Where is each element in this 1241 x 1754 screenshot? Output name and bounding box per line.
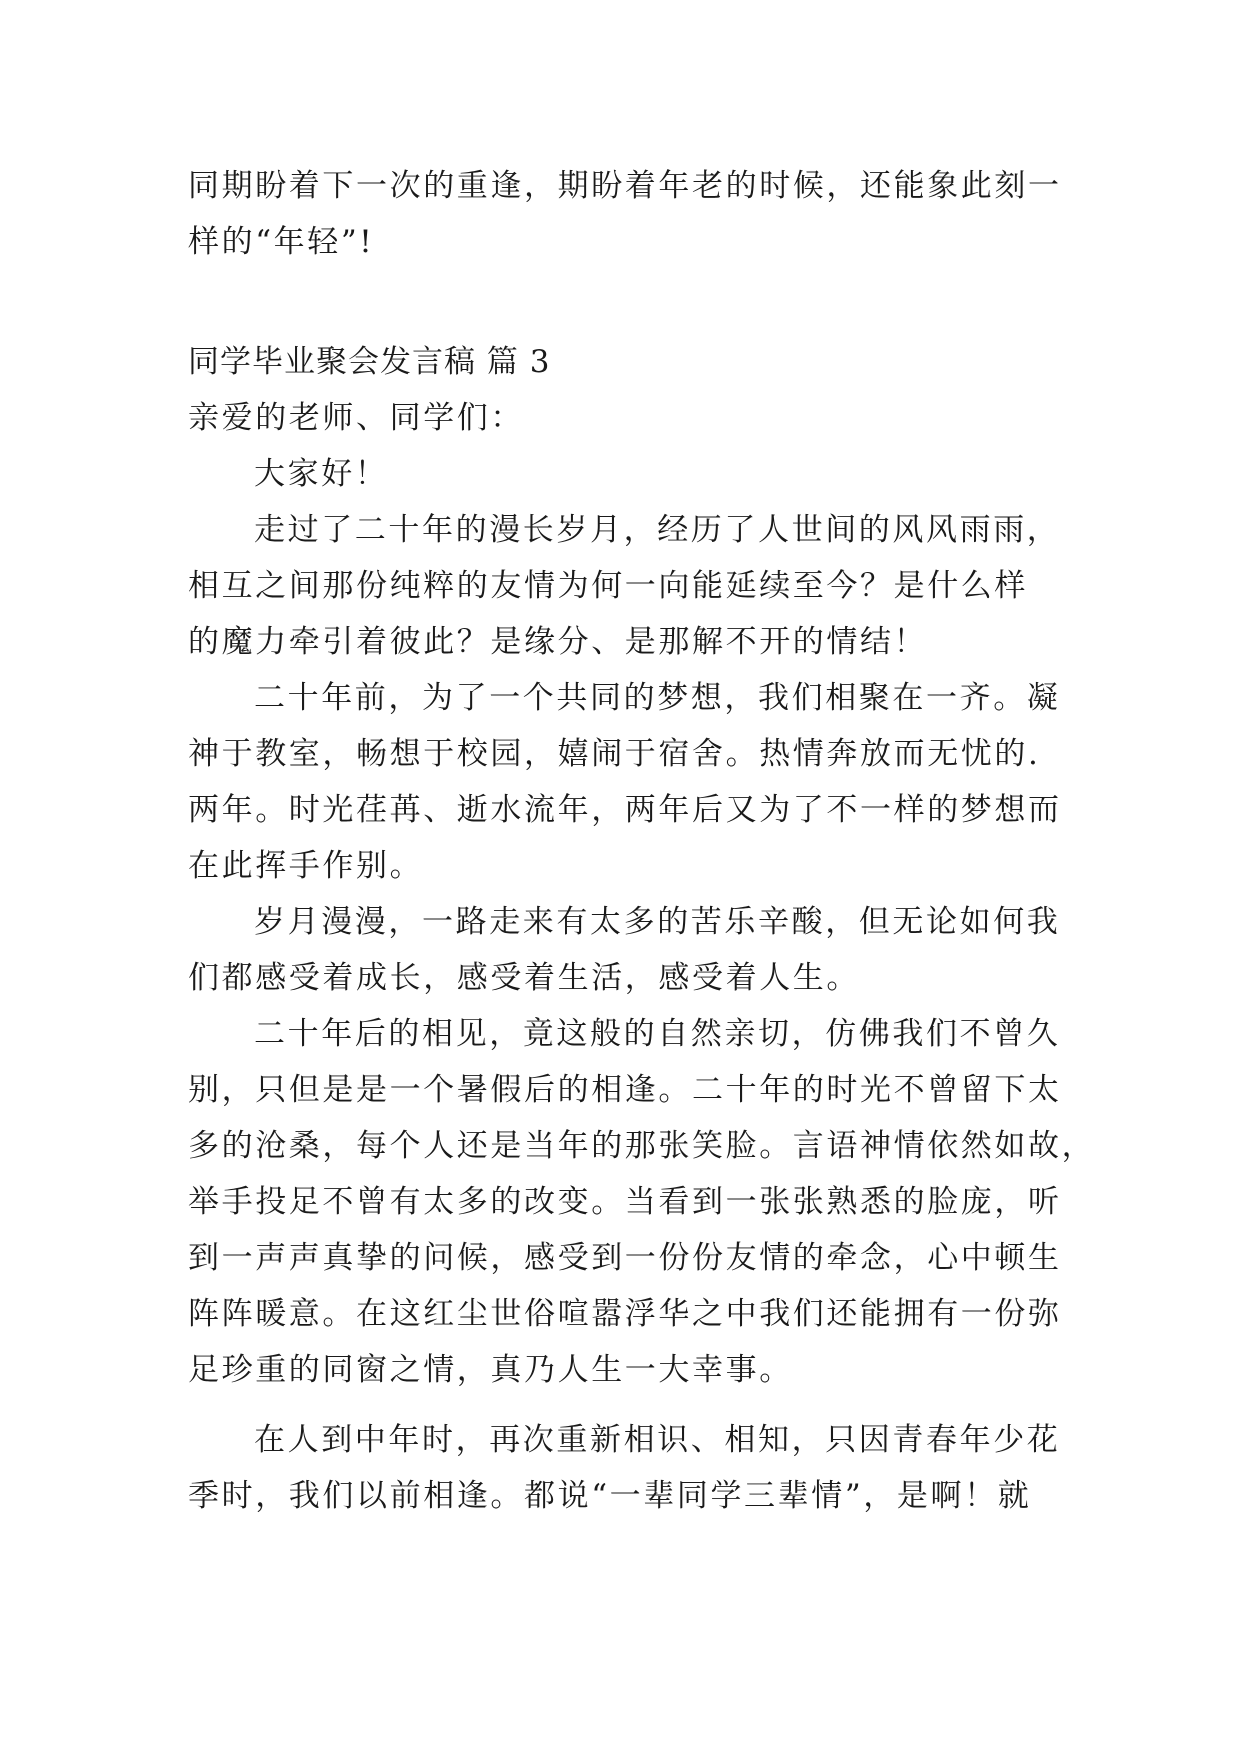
paragraph-2-line-1: 二十年前，为了一个共同的梦想，我们相聚在一齐。凝 bbox=[254, 680, 1061, 716]
paragraph-4-line-5: 到一声声真挚的问候，感受到一份份友情的牵念，心中顿生 bbox=[188, 1240, 1062, 1276]
paragraph-1-line-1: 走过了二十年的漫长岁月，经历了人世间的风风雨雨， bbox=[254, 512, 1061, 548]
paragraph-4-line-3: 多的沧桑，每个人还是当年的那张笑脸。言语神情依然如故， bbox=[188, 1128, 1096, 1164]
paragraph-4-line-4: 举手投足不曾有太多的改变。当看到一张张熟悉的脸庞，听 bbox=[188, 1184, 1062, 1220]
paragraph-2-line-3: 两年。时光荏苒、逝水流年，两年后又为了不一样的梦想而 bbox=[188, 792, 1062, 828]
paragraph-3-line-2: 们都感受着成长，感受着生活，感受着人生。 bbox=[188, 960, 860, 996]
greeting: 大家好！ bbox=[254, 456, 389, 492]
paragraph-4-line-2: 别，只但是是一个暑假后的相逢。二十年的时光不曾留下太 bbox=[188, 1072, 1062, 1108]
paragraph-5-line-1: 在人到中年时，再次重新相识、相知，只因青春年少花 bbox=[254, 1422, 1061, 1458]
continuation-line-1: 同期盼着下一次的重逢，期盼着年老的时候，还能象此刻一 bbox=[188, 168, 1062, 204]
paragraph-2-line-2: 神于教室，畅想于校园，嬉闹于宿舍。热情奔放而无忧的. bbox=[188, 736, 1041, 772]
section-title: 同学毕业聚会发言稿 篇 3 bbox=[188, 344, 551, 380]
paragraph-1-line-2: 相互之间那份纯粹的友情为何一向能延续至今？是什么样 bbox=[188, 568, 1028, 604]
paragraph-4-line-6: 阵阵暖意。在这红尘世俗喧嚣浮华之中我们还能拥有一份弥 bbox=[188, 1296, 1062, 1332]
paragraph-5-line-2: 季时，我们以前相逢。都说“一辈同学三辈情”，是啊！就 bbox=[188, 1478, 1032, 1514]
salutation: 亲爱的老师、同学们： bbox=[188, 400, 524, 436]
continuation-line-2: 样的“年轻”! bbox=[188, 224, 375, 260]
paragraph-3-line-1: 岁月漫漫，一路走来有太多的苦乐辛酸，但无论如何我 bbox=[254, 904, 1061, 940]
paragraph-4-line-7: 足珍重的同窗之情，真乃人生一大幸事。 bbox=[188, 1352, 793, 1388]
paragraph-4-line-1: 二十年后的相见，竟这般的自然亲切，仿佛我们不曾久 bbox=[254, 1016, 1061, 1052]
paragraph-1-line-3: 的魔力牵引着彼此？是缘分、是那解不开的情结！ bbox=[188, 624, 928, 660]
paragraph-2-line-4: 在此挥手作别。 bbox=[188, 848, 424, 884]
